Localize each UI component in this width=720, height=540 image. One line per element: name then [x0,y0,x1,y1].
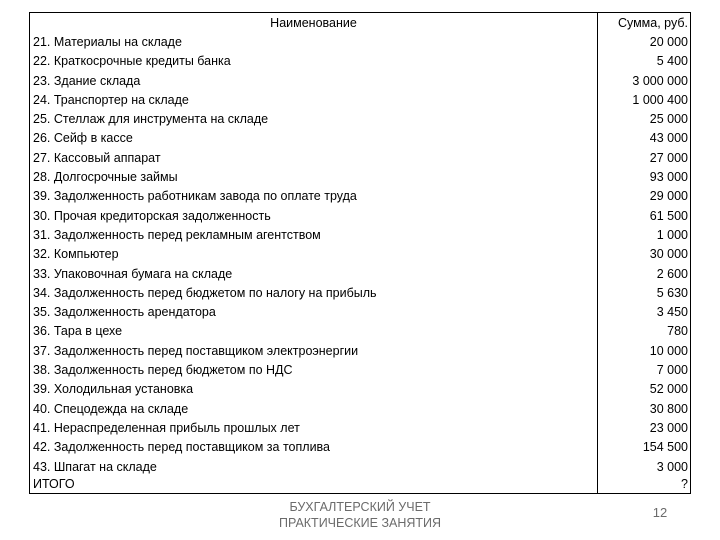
table-row [30,72,690,91]
row-sum: 5 630 [656,285,688,300]
row-sum: 30 800 [649,401,688,416]
row-name: 27. Кассовый аппарат [33,150,161,165]
row-sum: 61 500 [649,208,688,223]
table-row [30,187,690,206]
row-sum: 29 000 [649,189,688,204]
row-name: 39. Холодильная установка [33,382,194,397]
table-row [30,342,690,361]
accounting-table [29,12,691,494]
page-number: 12 [652,505,668,520]
table-row [30,322,690,341]
row-sum: 780 [667,324,688,339]
row-sum: 23 000 [649,420,688,435]
table-row [30,168,690,187]
row-name: 36. Тара в цехе [33,324,123,339]
total-sum: ? [681,477,688,491]
total-label: ИТОГО [33,477,75,491]
total-row [30,475,690,495]
table-row [30,52,690,71]
row-name: 23. Здание склада [33,73,141,88]
table-row [30,226,690,245]
row-name: 41. Нераспределенная прибыль прошлых лет [33,420,300,435]
row-sum: 5 400 [656,54,688,69]
row-sum: 93 000 [649,170,688,185]
table-row [30,419,690,438]
row-sum: 1 000 [656,227,688,242]
row-sum: 3 000 000 [632,73,688,88]
row-name: 37. Задолженность перед поставщиком электроэнергии [33,343,359,358]
row-name: 21. Материалы на складе [33,35,182,49]
row-name: 22. Краткосрочные кредиты банка [33,54,231,69]
row-sum: 3 000 [656,459,688,474]
header-sum: Сумма, руб. [617,16,688,30]
row-name: 38. Задолженность перед бюджетом по НДС [33,363,293,378]
row-sum: 30 000 [649,247,688,262]
row-name: 33. Упаковочная бумага на складе [33,266,233,281]
table-row [30,149,690,168]
table-row [30,110,690,129]
row-name: 43. Шпагат на складе [33,459,157,474]
table-row [30,207,690,226]
row-name: 35. Задолженность арендатора [33,305,216,320]
row-sum: 25 000 [649,112,688,127]
table-row [30,303,690,322]
table-row [30,458,690,477]
row-name: 39. Задолженность работникам завода по оплате труда [33,189,357,204]
table-row [30,284,690,303]
row-sum: 2 600 [656,266,688,281]
row-name: 24. Транспортер на складе [33,92,189,107]
row-sum: 52 000 [649,382,688,397]
footer-line-2: ПРАКТИЧЕСКИЕ ЗАНЯТИЯ [278,516,442,530]
row-sum: 3 450 [656,305,688,320]
row-sum: 20 000 [649,35,688,49]
row-name: 34. Задолженность перед бюджетом по налогу на прибыль [33,285,377,300]
row-sum: 154 500 [642,440,688,455]
row-name: 30. Прочая кредиторская задолженность [33,208,271,223]
row-name: 28. Долгосрочные займы [33,170,178,185]
row-name: 31. Задолженность перед рекламным агентством [33,227,321,242]
row-name: 32. Компьютер [33,247,119,262]
row-sum: 10 000 [649,343,688,358]
row-sum: 43 000 [649,131,688,146]
table-row [30,129,690,148]
table-row [30,438,690,457]
table-row [30,33,690,52]
row-name: 26. Сейф в кассе [33,131,133,146]
table-row [30,380,690,399]
footer-line-1: БУХГАЛТЕРСКИЙ УЧЕТ [289,500,431,514]
header-name: Наименование [270,16,357,30]
row-name: 25. Стеллаж для инструмента на складе [33,112,269,127]
table-row [30,245,690,264]
row-name: 42. Задолженность перед поставщиком за топлива [33,440,330,455]
table-row [30,400,690,419]
row-sum: 7 000 [656,363,688,378]
row-sum: 27 000 [649,150,688,165]
table-row [30,361,690,380]
row-sum: 1 000 400 [632,92,688,107]
row-name: 40. Спецодежда на складе [33,401,189,416]
table-rows [30,33,690,477]
table-row [30,91,690,110]
table-row [30,265,690,284]
footer-caption [250,499,470,531]
